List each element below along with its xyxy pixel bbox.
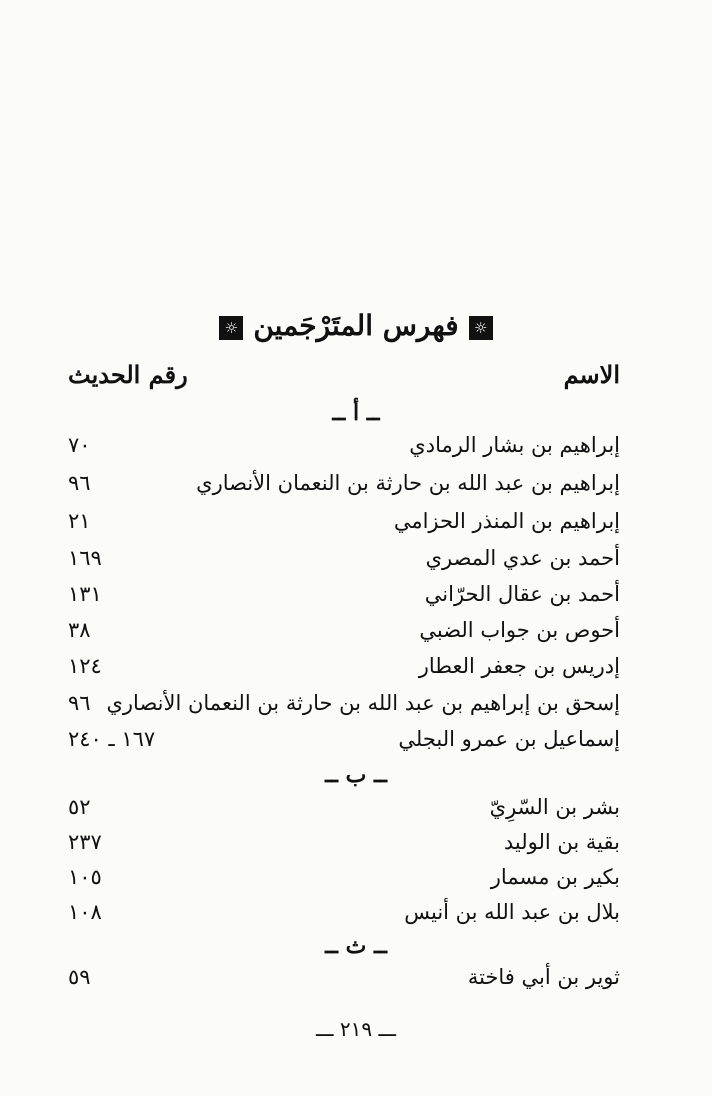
entry-name: بكير بن مسمار bbox=[490, 865, 620, 889]
entry-name: بشر بن السّرِيّ bbox=[489, 795, 620, 819]
entry-number: ١٣١ bbox=[68, 582, 102, 606]
index-row bbox=[0, 541, 712, 575]
entry-number: ٥٩ bbox=[68, 965, 91, 989]
entry-name: أحمد بن عقال الحرّاني bbox=[424, 582, 620, 606]
entry-number: ٥٢ bbox=[68, 795, 91, 819]
entry-number: ٢٣٧ bbox=[68, 830, 102, 854]
page-title bbox=[0, 306, 712, 346]
index-row bbox=[0, 466, 712, 500]
entry-name: ثوير بن أبي فاختة bbox=[467, 965, 620, 989]
page-number: ـــ ٢١٩ ـــ bbox=[315, 1017, 397, 1041]
index-row bbox=[0, 860, 712, 894]
entry-name: إبراهيم بن بشار الرمادي bbox=[409, 433, 620, 457]
entry-number: ١٠٨ bbox=[68, 900, 102, 924]
index-row bbox=[0, 504, 712, 538]
ornament-right-icon: ☼ bbox=[469, 316, 493, 340]
entry-number: ٩٦ bbox=[68, 471, 91, 495]
entry-number: ٧٠ bbox=[68, 433, 91, 457]
entry-number: ١٦٩ bbox=[68, 546, 102, 570]
entry-number: ١٦٧ ـ ٢٤٠ bbox=[68, 727, 156, 751]
column-header-number: رقم الحديث bbox=[68, 360, 188, 389]
entry-name: إبراهيم بن عبد الله بن حارثة بن النعمان الأنصاري bbox=[196, 471, 620, 495]
index-row bbox=[0, 428, 712, 462]
entry-name: بلال بن عبد الله بن أنيس bbox=[404, 900, 620, 924]
entry-name: إدريس بن جعفر العطار bbox=[418, 654, 620, 678]
index-row bbox=[0, 790, 712, 824]
index-row bbox=[0, 577, 712, 611]
section-heading-tha: ــ ث ــ bbox=[325, 933, 387, 959]
entry-name: أحمد بن عدي المصري bbox=[425, 546, 620, 570]
entry-name: إبراهيم بن المنذر الحزامي bbox=[393, 509, 620, 533]
entry-name: إسماعيل بن عمرو البجلي bbox=[398, 727, 620, 751]
index-row bbox=[0, 722, 712, 756]
entry-name: إسحق بن إبراهيم بن عبد الله بن حارثة بن النعمان الأنصاري bbox=[106, 691, 620, 715]
entry-number: ٩٦ bbox=[68, 691, 91, 715]
index-row bbox=[0, 825, 712, 859]
index-row bbox=[0, 686, 712, 720]
section-heading-alif: ــ أ ــ bbox=[332, 400, 380, 426]
entry-name: أحوص بن جواب الضبي bbox=[419, 618, 620, 642]
index-row bbox=[0, 895, 712, 929]
entry-number: ٢١ bbox=[68, 509, 91, 533]
ornament-left-icon: ☼ bbox=[219, 316, 243, 340]
column-header-name: الاسم bbox=[563, 360, 620, 389]
entry-number: ١٢٤ bbox=[68, 654, 102, 678]
index-row bbox=[0, 649, 712, 683]
page-title-text: فهرس المتَرْجَمين bbox=[253, 309, 459, 342]
section-heading-ba: ــ ب ــ bbox=[325, 762, 387, 788]
index-row bbox=[0, 960, 712, 994]
index-row bbox=[0, 613, 712, 647]
entry-number: ١٠٥ bbox=[68, 865, 102, 889]
entry-number: ٣٨ bbox=[68, 618, 91, 642]
entry-name: بقية بن الوليد bbox=[503, 830, 620, 854]
